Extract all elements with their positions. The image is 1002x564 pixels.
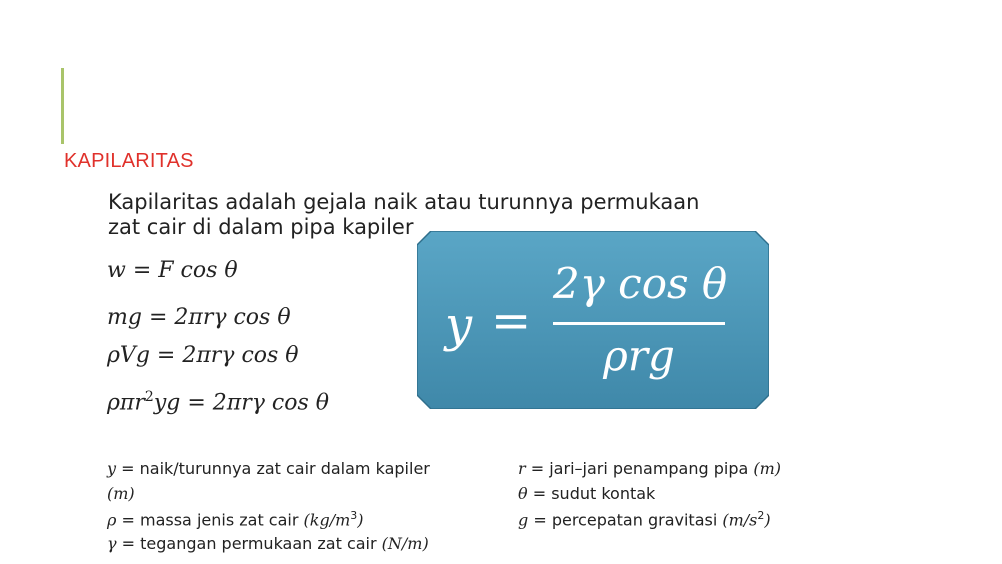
legend-g-unit-exp: 2 [757, 509, 765, 522]
formula-numerator: 2γ cos θ [553, 259, 728, 308]
legend-g-symbol: g [518, 510, 529, 530]
legend-rho [107, 509, 364, 529]
legend-y-unit-value: (m) [107, 484, 135, 503]
equation-4-post: yg = 2πrγ cos θ [153, 390, 329, 416]
legend-g-unit-post: ) [764, 510, 771, 530]
legend-r [518, 459, 781, 478]
legend-rho-unit-post: ) [357, 510, 364, 530]
legend-y-text: = naik/turunnya zat cair dalam kapiler [116, 459, 430, 478]
legend-rho-unit-pre: (kg/m [303, 510, 351, 530]
legend-g-text: = percepatan gravitasi [528, 510, 723, 530]
formula-equals: = [491, 293, 532, 349]
legend-theta-symbol: θ [518, 484, 528, 503]
legend-gamma-text: = tegangan permukaan zat cair [116, 534, 382, 553]
equation-1: w = F cos θ [107, 258, 238, 283]
legend-r-unit: (m) [753, 459, 782, 478]
legend-gamma-unit: (N/m) [381, 534, 429, 553]
legend-g [518, 509, 771, 529]
legend-rho-unit-exp: 3 [350, 509, 358, 522]
slide-title: KAPILARITAS [64, 150, 194, 172]
accent-bar [61, 68, 64, 144]
legend-gamma-symbol: γ [107, 534, 117, 553]
formula-lhs: y [445, 297, 473, 353]
formula-box [417, 231, 769, 409]
legend-theta [518, 484, 655, 503]
equation-4-pre: ρπr [107, 390, 145, 416]
legend-rho-symbol: ρ [107, 510, 117, 530]
legend-r-symbol: r [518, 459, 526, 478]
legend-y [107, 459, 430, 478]
legend-theta-text: = sudut kontak [527, 484, 656, 503]
intro-line-1: Kapilaritas adalah gejala naik atau turunnya permukaan [108, 190, 700, 214]
intro-line-2: zat cair di dalam pipa kapiler [108, 215, 414, 239]
equation-4 [107, 389, 329, 415]
legend-rho-text: = massa jenis zat cair [116, 510, 304, 530]
legend-gamma [107, 534, 429, 553]
equation-4-exponent: 2 [144, 389, 154, 405]
fraction-bar [553, 322, 725, 325]
legend-y-symbol: y [107, 459, 117, 478]
equation-3: ρVg = 2πrγ cos θ [107, 343, 299, 368]
formula-denominator: ρrg [603, 331, 675, 380]
legend-g-unit-pre: (m/s [722, 510, 758, 530]
legend-y-unit [107, 484, 135, 503]
legend-r-text: = jari–jari penampang pipa [525, 459, 754, 478]
equation-2: mg = 2πrγ cos θ [107, 305, 291, 330]
